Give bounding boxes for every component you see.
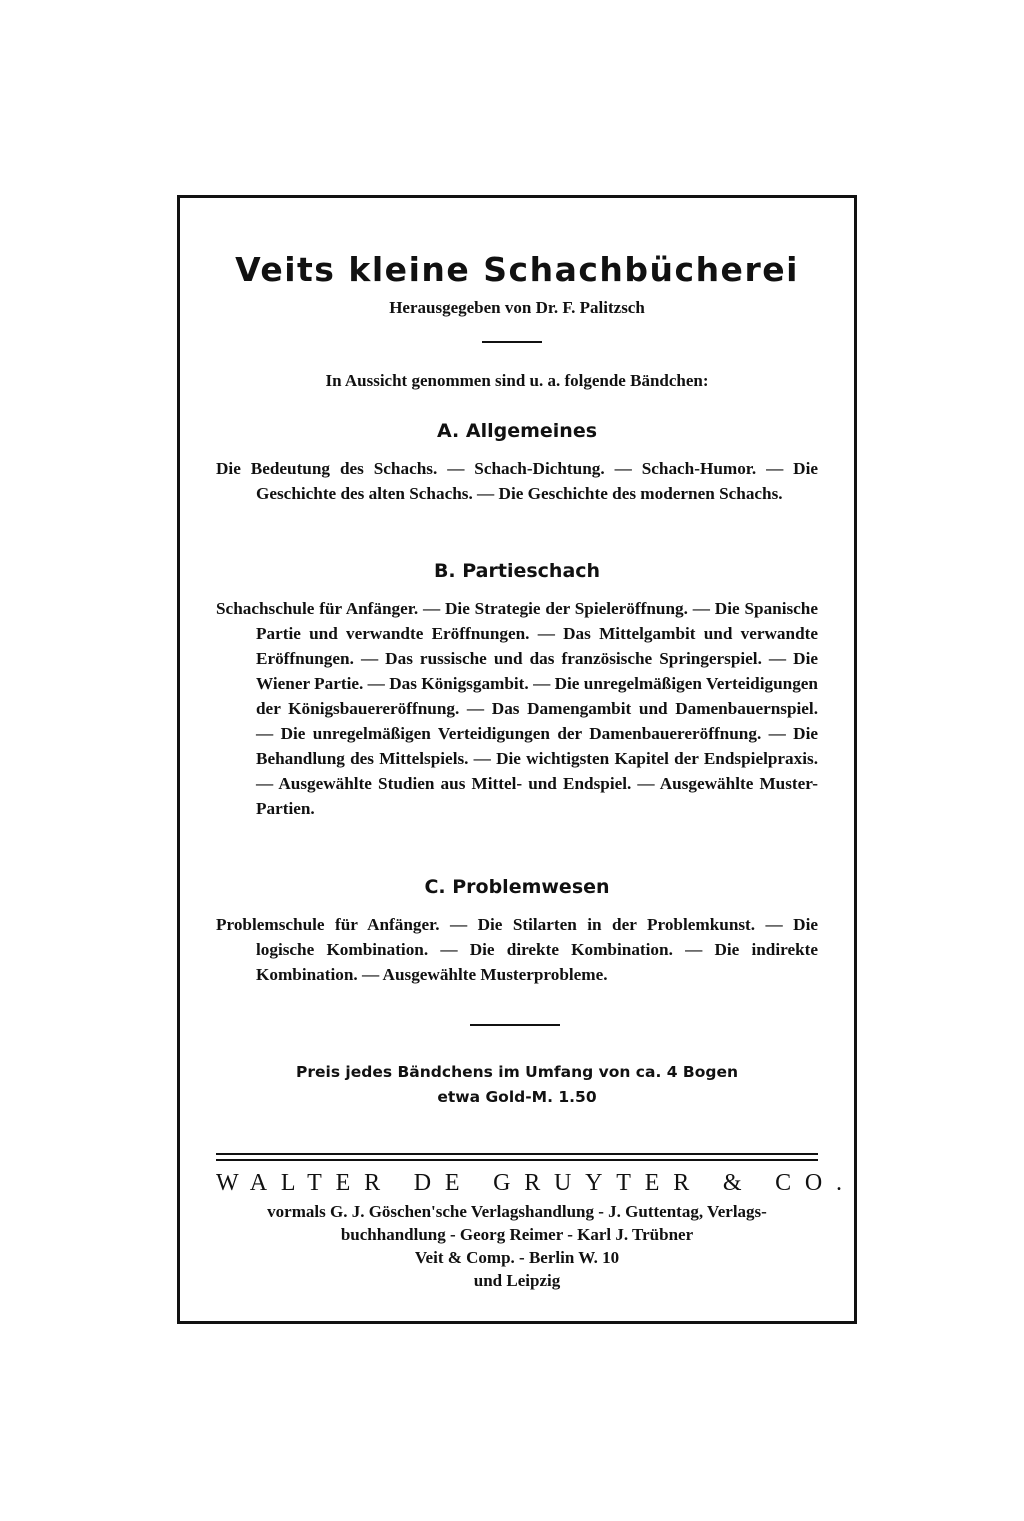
- series-title: Veits kleine Schachbücherei: [235, 250, 799, 289]
- publisher-line-4: und Leipzig: [473, 1271, 561, 1290]
- section-c-heading: C. Problemwesen: [424, 876, 610, 898]
- section-c-body: Problemschule für Anfänger. — Die Stilarten in der Problemkunst. — Die logische Kombination. — Die direkte Kombination. — Die indirekte Kombination. — Ausgewählte Musterprobleme.: [216, 915, 818, 984]
- section-b-body: Schachschule für Anfänger. — Die Strategie der Spieleröffnung. — Die Spanische Partie und verwandte Eröffnungen. — Das Mittelgambit und verwandte Eröffnungen. — Das russische und das französische Springerspiel. — Die Wiener Partie. — Das Königsgambit. — Die unregelmäßigen Verteidigungen der Königsbauereröffnung. — Das Damengambit und Damenbauernspiel. — Die unregelmäßigen Verteidigungen der Damenbauereröffnung. — Die Behandlung des Mittelspiels. — Die wichtigsten Kapitel der Endspielpraxis. — Ausgewählte Studien aus Mittel- und Endspiel. — Ausgewählte Muster-Partien.: [216, 599, 818, 818]
- section-a-heading: A. Allgemeines: [436, 420, 598, 442]
- publisher-name: WALTER DE GRUYTER & CO.: [216, 1170, 856, 1196]
- advertisement-frame: [177, 195, 857, 1324]
- price-divider: [470, 1024, 560, 1026]
- price-line-1: Preis jedes Bändchens im Umfang von ca. 4 Bogen: [295, 1063, 739, 1081]
- section-b-heading: B. Partieschach: [433, 560, 601, 582]
- publisher-line-3: Veit & Comp. - Berlin W. 10: [414, 1248, 620, 1267]
- price-line-2: etwa Gold-M. 1.50: [437, 1088, 597, 1106]
- series-editor: Herausgegeben von Dr. F. Palitzsch: [389, 298, 645, 317]
- publisher-line-2: buchhandlung - Georg Reimer - Karl J. Trübner: [340, 1225, 694, 1244]
- publisher-line-1: vormals G. J. Göschen'sche Verlagshandlung - J. Guttentag, Verlags-: [267, 1202, 767, 1221]
- publisher-double-rule: [216, 1153, 818, 1161]
- price-note: [216, 1060, 818, 1110]
- intro-text: In Aussicht genommen sind u. a. folgende Bändchen:: [325, 371, 709, 390]
- publisher-address: [216, 1200, 818, 1292]
- short-divider: [482, 341, 542, 343]
- section-a-body: Die Bedeutung des Schachs. — Schach-Dichtung. — Schach-Humor. — Die Geschichte des alten Schachs. — Die Geschichte des modernen Schachs.: [216, 459, 818, 503]
